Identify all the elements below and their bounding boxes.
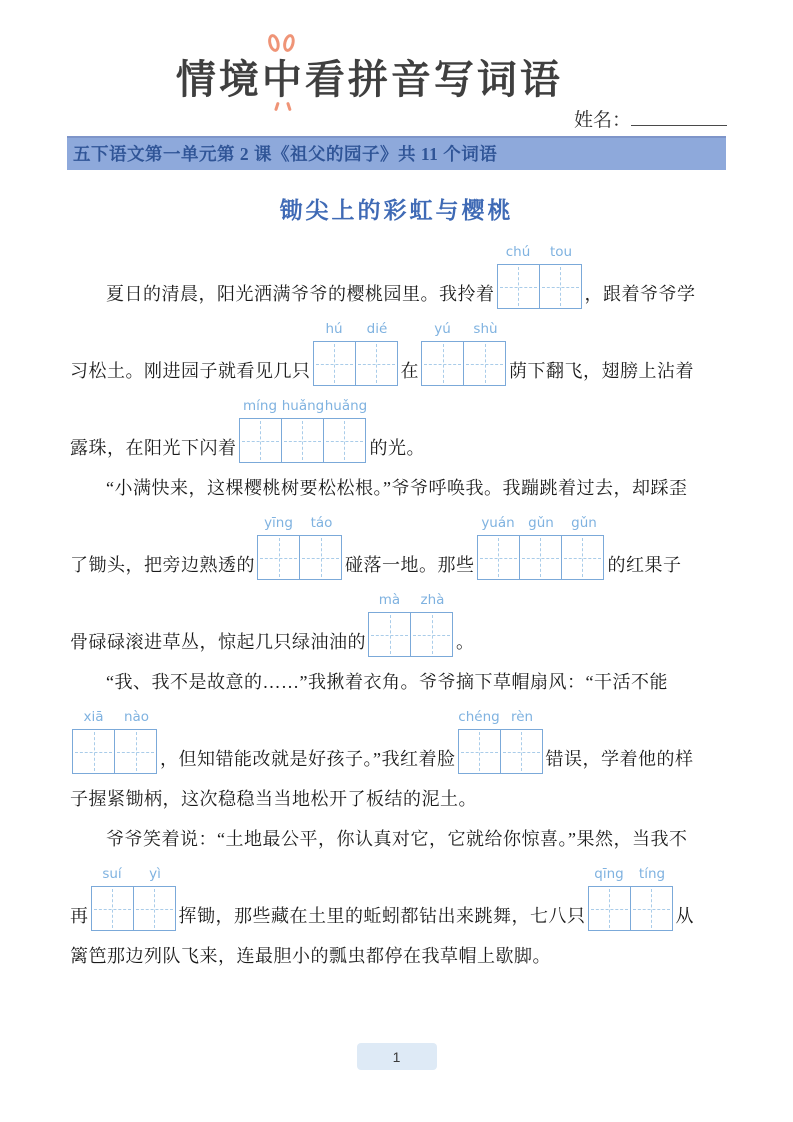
cell-dash-horizontal (316, 364, 353, 365)
logo-bug-glyph: 中 (261, 58, 305, 102)
body-text: 碰落一地。那些 (345, 555, 475, 575)
body-text: 。 (456, 632, 475, 652)
bug-foot-left-icon (274, 102, 280, 111)
grid-cell[interactable] (299, 535, 342, 580)
grid-cell[interactable] (313, 341, 356, 386)
pinyin-label (477, 514, 606, 535)
grid-cell[interactable] (463, 341, 506, 386)
text-line (70, 320, 723, 386)
logo-bug-character (262, 48, 305, 105)
grid-cell[interactable] (281, 418, 324, 463)
answer-box (421, 320, 507, 386)
answer-box (257, 514, 343, 580)
body-text: 了锄头，把旁边熟透的 (70, 555, 255, 575)
body-text: 夏日的清晨，阳光洒满爷爷的樱桃园里。我拎着 (106, 284, 495, 304)
grid-cell[interactable] (497, 264, 540, 309)
body-text: 子握紧锄柄，这次稳稳当当地松开了板结的泥土。 (70, 789, 477, 809)
lesson-banner: 五下语文第一单元第 2 课《祖父的园子》共 11 个词语 (67, 136, 726, 170)
answer-box (458, 708, 544, 774)
pinyin-syllable: huǎng (281, 398, 325, 414)
grid-cell[interactable] (477, 535, 520, 580)
pinyin-syllable: zhà (420, 592, 445, 608)
body-text: “我、我不是故意的……”我揪着衣角。爷爷摘下草帽扇风：“干活不能 (106, 672, 668, 692)
page-title: 锄尖上的彩虹与樱桃 (279, 198, 514, 223)
grid-cell[interactable] (133, 886, 176, 931)
pinyin-label (313, 320, 399, 341)
cell-dash-horizontal (413, 635, 450, 636)
grid-cell[interactable] (539, 264, 582, 309)
grid-cells (477, 535, 606, 580)
logo-text-suffix: 看拼音写词语 (304, 58, 563, 102)
pinyin-label (239, 397, 368, 418)
page-header (70, 42, 723, 130)
grid-cell[interactable] (91, 886, 134, 931)
pinyin-syllable: shù (473, 321, 498, 337)
pinyin-label (497, 243, 583, 264)
pinyin-syllable: tíng (638, 866, 666, 882)
body-text: 荫下翻飞，翅膀上沾着 (509, 361, 694, 381)
pinyin-syllable: chéng (458, 709, 500, 725)
answer-box (91, 865, 177, 931)
pinyin-label (72, 708, 158, 729)
answer-box (497, 243, 583, 309)
pinyin-syllable: gǔn (571, 515, 597, 531)
pinyin-label (91, 865, 177, 886)
body-text: 挥锄，那些藏在土里的蚯蚓都钻出来跳舞，七八只 (178, 906, 586, 926)
answer-box (368, 591, 454, 657)
cell-dash-horizontal (371, 635, 408, 636)
body-text: 从 (675, 906, 694, 926)
page-number: 1 (392, 1048, 401, 1065)
pinyin-label (368, 591, 454, 612)
pinyin-syllable: suí (102, 866, 122, 882)
cell-dash-horizontal (500, 287, 537, 288)
grid-cell[interactable] (519, 535, 562, 580)
name-field (574, 105, 727, 132)
grid-cell[interactable] (561, 535, 604, 580)
grid-cell[interactable] (239, 418, 282, 463)
text-line (70, 825, 723, 854)
grid-cells (239, 418, 368, 463)
text-line (70, 785, 723, 814)
pinyin-syllable: hú (325, 321, 343, 337)
body-text: 篱笆那边列队飞来，连最胆小的瓢虫都停在我草帽上歇脚。 (70, 946, 551, 966)
answer-box (588, 865, 674, 931)
pinyin-label (257, 514, 343, 535)
answer-box (313, 320, 399, 386)
grid-cells (313, 341, 399, 386)
body-text: ，跟着爷爷学 (584, 284, 696, 304)
text-line (70, 865, 723, 931)
logo-text-prefix: 情境 (175, 58, 262, 102)
grid-cell[interactable] (458, 729, 501, 774)
answer-box (477, 514, 606, 580)
worksheet-logo (176, 48, 563, 105)
pinyin-syllable: míng (242, 398, 278, 414)
cell-dash-horizontal (633, 909, 670, 910)
text-line (70, 668, 723, 697)
pinyin-label (421, 320, 507, 341)
body-lines (70, 243, 723, 971)
cell-dash-horizontal (358, 364, 395, 365)
cell-dash-horizontal (284, 441, 321, 442)
pinyin-syllable: nào (123, 709, 150, 725)
pinyin-syllable: gǔn (528, 515, 554, 531)
cell-dash-horizontal (522, 558, 559, 559)
pinyin-syllable: huǎng (324, 398, 368, 414)
pinyin-syllable: chú (505, 244, 531, 260)
text-line (70, 514, 723, 580)
body-text: 再 (70, 906, 89, 926)
grid-cells (91, 886, 177, 931)
cell-dash-horizontal (117, 752, 154, 753)
body-text: 的红果子 (607, 555, 682, 575)
page-number-badge (357, 1043, 437, 1070)
pinyin-label (458, 708, 544, 729)
pinyin-syllable: mà (378, 592, 401, 608)
pinyin-syllable: xiā (83, 709, 104, 725)
cell-dash-horizontal (461, 752, 498, 753)
pinyin-syllable: yì (149, 866, 161, 882)
grid-cell[interactable] (72, 729, 115, 774)
body-text: 在 (400, 361, 419, 381)
name-input-line[interactable] (631, 125, 727, 126)
body-text: “小满快来，这棵樱桃树要松松根。”爷爷呼唤我。我蹦跳着过去，却踩歪 (106, 478, 688, 498)
text-line (70, 397, 723, 463)
text-line (70, 942, 723, 971)
bug-foot-right-icon (286, 102, 292, 111)
grid-cell[interactable] (114, 729, 157, 774)
grid-cells (588, 886, 674, 931)
body-text: 错误，学着他的样 (545, 749, 694, 769)
body-text: 骨碌碌滚进草丛，惊起几只绿油油的 (70, 632, 366, 652)
cell-dash-horizontal (542, 287, 579, 288)
body-text: 露珠，在阳光下闪着 (70, 438, 237, 458)
bunny-ear-right-icon (281, 33, 296, 53)
text-line (70, 474, 723, 503)
grid-cells (257, 535, 343, 580)
pinyin-label (588, 865, 674, 886)
cell-dash-horizontal (94, 909, 131, 910)
cell-dash-horizontal (564, 558, 601, 559)
cell-dash-horizontal (302, 558, 339, 559)
cell-dash-horizontal (242, 441, 279, 442)
pinyin-syllable: tou (549, 244, 573, 260)
cell-dash-horizontal (424, 364, 461, 365)
text-line (70, 591, 723, 657)
body-text: 爷爷笑着说：“土地最公平，你认真对它，它就给你惊喜。”果然，当我不 (106, 829, 688, 849)
pinyin-syllable: rèn (510, 709, 534, 725)
grid-cell[interactable] (421, 341, 464, 386)
body-text: ，但知错能改就是好孩子。”我红着脸 (160, 749, 456, 769)
cell-dash-horizontal (466, 364, 503, 365)
grid-cells (368, 612, 454, 657)
grid-cells (72, 729, 158, 774)
grid-cell[interactable] (323, 418, 366, 463)
cell-dash-horizontal (591, 909, 628, 910)
cell-dash-horizontal (480, 558, 517, 559)
grid-cell[interactable] (588, 886, 631, 931)
text-line (70, 243, 723, 309)
pinyin-syllable: yú (434, 321, 451, 337)
answer-box (239, 397, 368, 463)
cell-dash-horizontal (326, 441, 363, 442)
grid-cells (458, 729, 544, 774)
pinyin-syllable: táo (310, 515, 333, 531)
grid-cell[interactable] (368, 612, 411, 657)
pinyin-syllable: dié (366, 321, 388, 337)
pinyin-syllable: yīng (264, 515, 293, 531)
cell-dash-horizontal (503, 752, 540, 753)
pinyin-syllable: qīng (594, 866, 624, 882)
bunny-ear-left-icon (266, 33, 281, 53)
text-line (70, 708, 723, 774)
grid-cells (421, 341, 507, 386)
body-text: 的光。 (369, 438, 425, 458)
grid-cell[interactable] (410, 612, 453, 657)
cell-dash-horizontal (136, 909, 173, 910)
cell-dash-horizontal (260, 558, 297, 559)
name-label: 姓名： (573, 110, 631, 131)
pinyin-syllable: yuán (481, 515, 515, 531)
grid-cell[interactable] (630, 886, 673, 931)
answer-box (72, 708, 158, 774)
grid-cell[interactable] (500, 729, 543, 774)
cell-dash-horizontal (75, 752, 112, 753)
grid-cells (497, 264, 583, 309)
grid-cell[interactable] (257, 535, 300, 580)
body-text: 习松土。刚进园子就看见几只 (70, 361, 311, 381)
grid-cell[interactable] (355, 341, 398, 386)
